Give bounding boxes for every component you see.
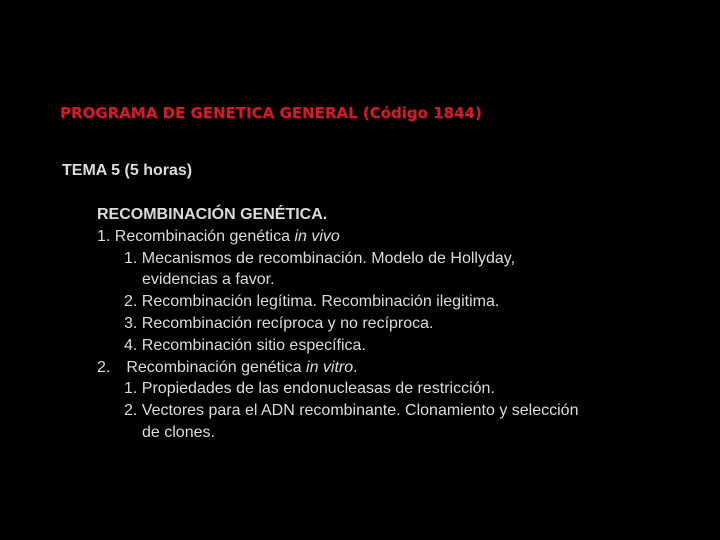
section-2-number: 2. xyxy=(97,358,111,376)
section-1-label xyxy=(97,226,578,248)
list-item: 3. Recombinación recíproca y no recíproca. xyxy=(124,314,434,332)
slide-title: PROGRAMA DE GENETICA GENERAL (Código 1844) xyxy=(60,104,482,122)
list-item: 1. Mecanismos de recombinación. Modelo de Hollyday, xyxy=(124,249,516,267)
list-item: 2. Vectores para el ADN recombinante. Clonamiento y selección xyxy=(124,402,579,420)
list-item: 1. Propiedades de las endonucleasas de restricción. xyxy=(124,380,495,398)
content-block xyxy=(97,204,578,444)
section-1-text: 1. Recombinación genética xyxy=(97,227,295,245)
section-heading: RECOMBINACIÓN GENÉTICA. xyxy=(97,206,328,223)
section-2-label xyxy=(97,357,578,379)
list-item-continuation: de clones. xyxy=(142,423,215,441)
list-item-continuation: evidencias a favor. xyxy=(142,271,275,289)
section-1-emphasis: in vivo xyxy=(294,227,340,245)
section-2-suffix: . xyxy=(353,358,358,376)
list-item: 4. Recombinación sitio específica. xyxy=(124,336,366,354)
section-2-text: Recombinación genética xyxy=(126,358,307,376)
topic-heading: TEMA 5 (5 horas) xyxy=(62,162,193,179)
list-item: 2. Recombinación legítima. Recombinación ilegitima. xyxy=(124,293,500,311)
section-2-emphasis: in vitro xyxy=(306,358,354,376)
